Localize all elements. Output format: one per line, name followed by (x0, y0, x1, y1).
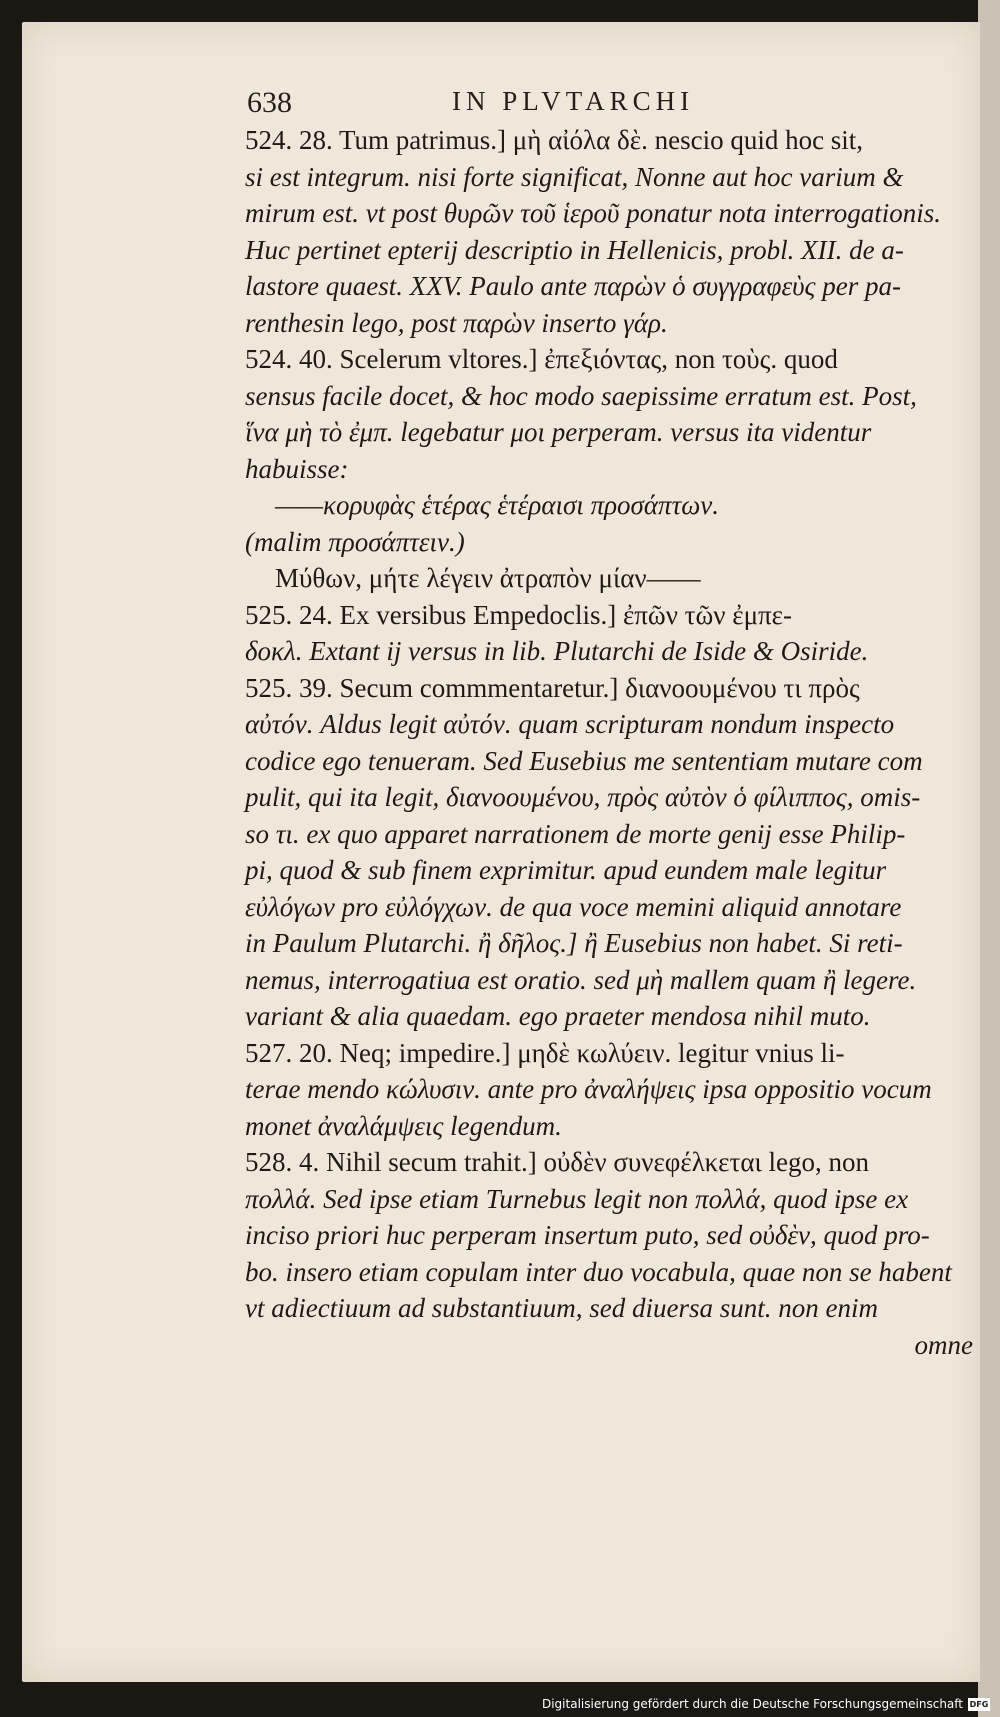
text-line: monet ἀναλάμψεις legendum. (245, 1110, 562, 1141)
text-line: 524. 40. Scelerum vltores.] ἐπεξιόντας, non τοὺς. quod (245, 344, 838, 374)
text-block (245, 122, 973, 1363)
text-line: ἵνα μὴ τὸ ἐμπ. legebatur μοι perperam. versus ita videntur (245, 417, 872, 447)
text-line: inciso priori huc perperam insertum puto, sed οὐδὲν, quod pro- (245, 1220, 930, 1250)
text-line: vt adiectiuum ad substantiuum, sed diuersa sunt. non enim (245, 1293, 878, 1323)
text-line: 525. 39. Secum commmentaretur.] διανοουμένου τι πρὸς (245, 672, 860, 703)
text-line: terae mendo κώλυσιν. ante pro ἀναλήψεις ipsa oppositio vocum (245, 1074, 932, 1104)
text-line: 527. 20. Neq; impedire.] μηδὲ κωλύειν. legitur vnius li- (245, 1037, 845, 1068)
text-line: in Paulum Plutarchi. ἢ δῆλος.] ἢ Eusebius non habet. Si reti- (245, 928, 903, 958)
text-line: omne (914, 1329, 973, 1360)
footer (542, 1697, 990, 1711)
text-line: pi, quod & sub finem exprimitur. apud eundem male legitur (245, 855, 887, 885)
text-line: codice ego tenueram. Sed Eusebius me sententiam mutare com (245, 745, 923, 776)
footer-credit: Digitalisierung gefördert durch die Deutsche Forschungsgemeinschaft (541, 1697, 963, 1711)
text-line: (malim προσάπτειν.) (245, 526, 465, 557)
text-line: δοκλ. Extant ij versus in lib. Plutarchi de Iside & Osiride. (245, 636, 869, 666)
text-line: Μύθων, μήτε λέγειν ἀτραπὸν μίαν—— (275, 563, 701, 593)
text-line: so τι. ex quo apparet narrationem de morte genij esse Philip- (245, 818, 906, 849)
text-line: nemus, interrogatiua est oratio. sed μὴ mallem quam ἢ legere. (245, 964, 917, 995)
text-line: bo. insero etiam copulam inter duo vocabula, quae non se habent (245, 1256, 952, 1287)
text-line: pulit, qui ita legit, διανοουμένου, πρὸς αὐτὸν ὁ φίλιππος, omis- (245, 782, 921, 812)
text-line: εὐλόγων pro εὐλόγχων. de qua voce memini aliquid annotare (245, 891, 902, 922)
text-line: si est integrum. nisi forte significat, Nonne aut hoc varium & (245, 161, 904, 192)
text-line: ——κορυφὰς ἑτέρας ἑτέραισι προσάπτων. (275, 490, 720, 520)
page-header (247, 86, 777, 126)
text-line: renthesin lego, post παρὼν inserto γάρ. (245, 307, 668, 338)
dfg-logo-icon: DFG (969, 1699, 989, 1709)
text-line: habuisse: (245, 453, 349, 484)
text-line: 525. 24. Ex versibus Empedoclis.] ἐπῶν τῶν ἐμπε- (245, 599, 793, 630)
text-line: 528. 4. Nihil secum trahit.] οὐδὲν συνεφέλκεται lego, non (245, 1147, 870, 1177)
text-line: lastore quaest. XXV. Paulo ante παρὼν ὁ συγγραφεὺς per pa- (245, 271, 901, 301)
text-line: πολλά. Sed ipse etiam Turnebus legit non πολλά, quod ipse ex (245, 1183, 909, 1214)
text-line: sensus facile docet, & hoc modo saepissime erratum est. Post, (245, 380, 917, 411)
running-title: IN PLVTARCHI (452, 86, 695, 116)
page-number: 638 (247, 86, 292, 119)
text-line: mirum est. vt post θυρῶν τοῦ ἱεροῦ ponatur nota interrogationis. (245, 198, 941, 228)
text-line: αὐτόν. Aldus legit αὐτόν. quam scripturam nondum inspecto (245, 709, 895, 739)
book-edge (978, 0, 1000, 1717)
text-line: 524. 28. Tum patrimus.] μὴ αἰόλα δὲ. nescio quid hoc sit, (245, 125, 864, 155)
text-line: variant & alia quaedam. ego praeter mendosa nihil muto. (245, 1001, 871, 1031)
text-line: Huc pertinet epterij descriptio in Hellenicis, probl. XII. de a- (245, 234, 904, 265)
